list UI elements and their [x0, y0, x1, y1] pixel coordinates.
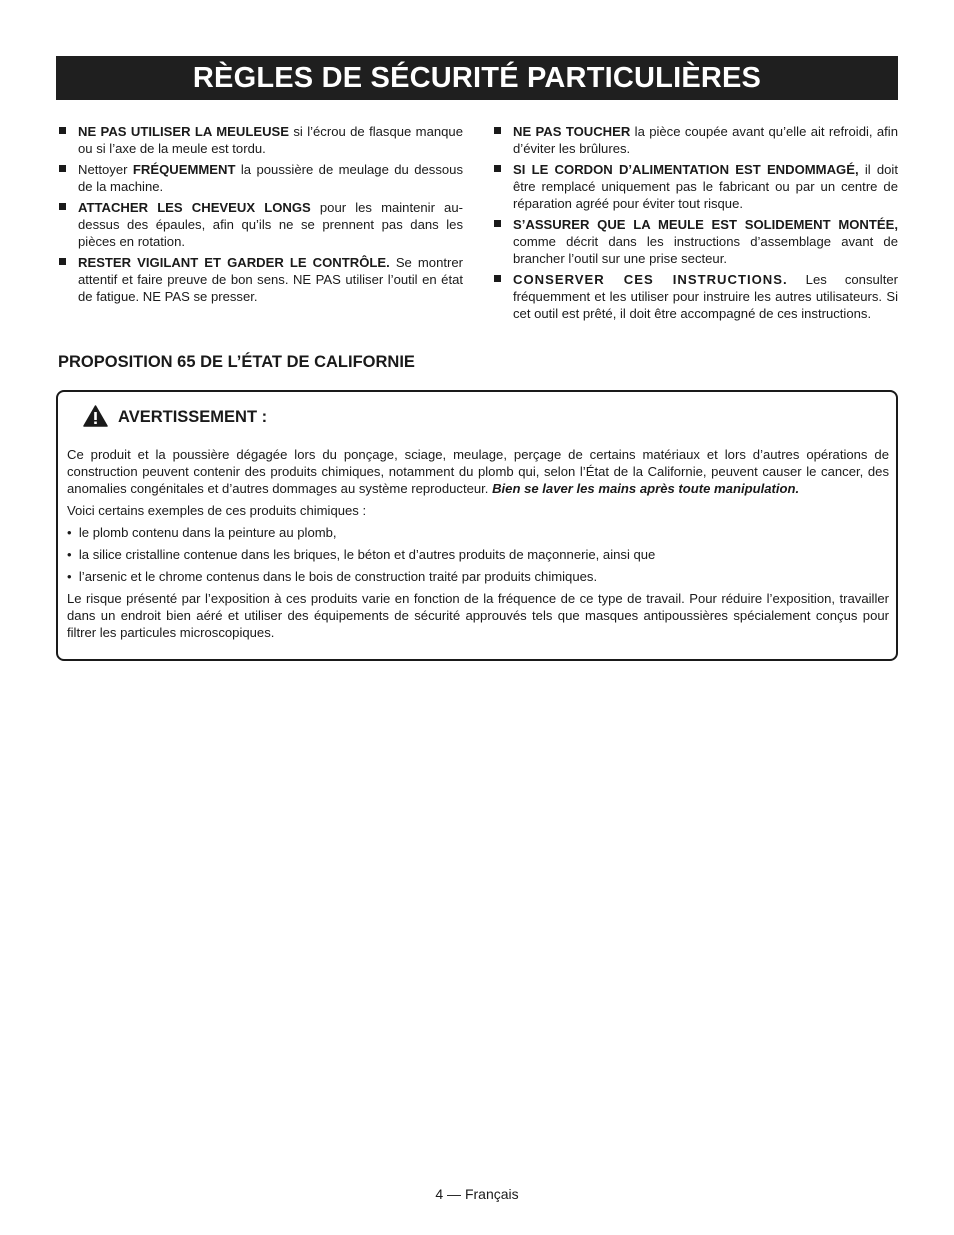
chemical-bullet-text: la silice cristalline contenue dans les briques, le béton et d’autres produits de maçonnerie, ainsi que [78, 547, 656, 562]
prop65-warning-box [56, 390, 898, 661]
rule-keyword: CONSERVER CES INSTRUCTIONS. [513, 272, 788, 287]
rules-list-left [58, 123, 463, 305]
rule-keyword: SI LE CORDON D’ALIMENTATION EST ENDOMMAGÉ, [513, 162, 859, 177]
square-bullet-icon [494, 275, 501, 282]
rule-item [493, 161, 898, 212]
rule-keyword: RESTER VIGILANT ET GARDER LE CONTRÔLE. [78, 255, 390, 270]
rules-columns [58, 123, 898, 326]
warning-emphasis: Bien se laver les mains après toute manipulation. [492, 481, 800, 496]
warning-paragraph [67, 446, 889, 497]
rules-column-right [493, 123, 898, 326]
page-title-bar [56, 56, 898, 100]
rule-item [493, 271, 898, 322]
warning-body [67, 446, 889, 646]
rule-keyword: ATTACHER LES CHEVEUX LONGS [78, 200, 311, 215]
warning-title: AVERTISSEMENT : [118, 408, 268, 426]
rules-column-left [58, 123, 463, 326]
rule-text: pour les maintenir au-dessus des épaules, afin qu’ils ne se prennent pas dans les pièces en rotation. [78, 200, 463, 249]
warning-header [83, 404, 267, 427]
warning-triangle-icon [83, 405, 108, 427]
rule-item [58, 123, 463, 157]
square-bullet-icon [494, 127, 501, 134]
rule-item [493, 123, 898, 157]
chemical-bullet-text: l’arsenic et le chrome contenus dans le bois de construction traité par produits chimiques. [78, 569, 598, 584]
rule-text: il doit être remplacé uniquement pas le fabricant ou par un centre de réparation agréé pour éviter tout risque. [513, 162, 898, 211]
chemical-bullet-text: le plomb contenu dans la peinture au plomb, [78, 525, 337, 540]
square-bullet-icon [59, 127, 66, 134]
page-footer: 4 — Français [435, 1186, 519, 1202]
prop65-heading: PROPOSITION 65 DE L’ÉTAT DE CALIFORNIE [58, 353, 415, 371]
warning-text: Ce produit et la poussière dégagée lors du ponçage, sciage, meulage, perçage de certains matériaux et lors d’autres opérations de construction peuvent contenir des produits chimiques, notamment du plomb qui, selon l’État de la Californie, peuvent causer le cancer, des anomalies congénitales et d’autres dommages au système reproducteur. [67, 447, 889, 496]
warning-paragraph: Le risque présenté par l’exposition à ces produits varie en fonction de la fréquence de ce type de travail. Pour réduire l’exposition, travailler dans un endroit bien aéré et utiliser des équipements de sécurité approuvés tels que masques antipoussières spécialement conçus pour filtrer les particules microscopiques. [67, 591, 889, 640]
square-bullet-icon [59, 258, 66, 265]
rule-text: Les consulter fréquemment et les utiliser pour instruire les autres utilisateurs. Si cet outil est prêté, il doit être accompagné de ces instructions. [513, 272, 898, 321]
rule-item [58, 161, 463, 195]
square-bullet-icon [59, 165, 66, 172]
rule-text: si l’écrou de flasque manque ou si l’axe de la meule est tordu. [78, 124, 463, 156]
rule-text: Se montrer attentif et faire preuve de bon sens. NE PAS utiliser l’outil en état de fatigue. NE PAS se presser. [78, 255, 463, 304]
rules-list-right [493, 123, 898, 322]
rule-lead-text: Nettoyer [78, 162, 133, 177]
chemical-bullet: • la silice cristalline contenue dans les briques, le béton et d’autres produits de maçonnerie, ainsi que [67, 547, 656, 562]
rule-keyword: S’ASSURER QUE LA MEULE EST SOLIDEMENT MONTÉE, [513, 217, 898, 232]
chemical-bullet: • l’arsenic et le chrome contenus dans le bois de construction traité par produits chimiques. [67, 569, 598, 584]
square-bullet-icon [494, 165, 501, 172]
rule-keyword: NE PAS TOUCHER [513, 124, 631, 139]
rule-text: la poussière de meulage du dessous de la machine. [78, 162, 464, 194]
rule-text: la pièce coupée avant qu’elle ait refroidi, afin d’éviter les brûlures. [513, 124, 898, 156]
square-bullet-icon [494, 220, 501, 227]
rule-item [493, 216, 898, 267]
rule-keyword: FRÉQUEMMENT [132, 162, 236, 177]
rule-item [58, 199, 463, 250]
chemical-bullet: • le plomb contenu dans la peinture au plomb, [67, 525, 337, 540]
square-bullet-icon [59, 203, 66, 210]
page-title: RÈGLES DE SÉCURITÉ PARTICULIÈRES [192, 61, 762, 94]
examples-intro: Voici certains exemples de ces produits chimiques : [67, 503, 367, 518]
rule-keyword: NE PAS UTILISER LA MEULEUSE [78, 124, 289, 139]
rule-text: comme décrit dans les instructions d’assemblage avant de brancher l’outil sur une prise secteur. [513, 234, 898, 266]
rule-item [58, 254, 463, 305]
